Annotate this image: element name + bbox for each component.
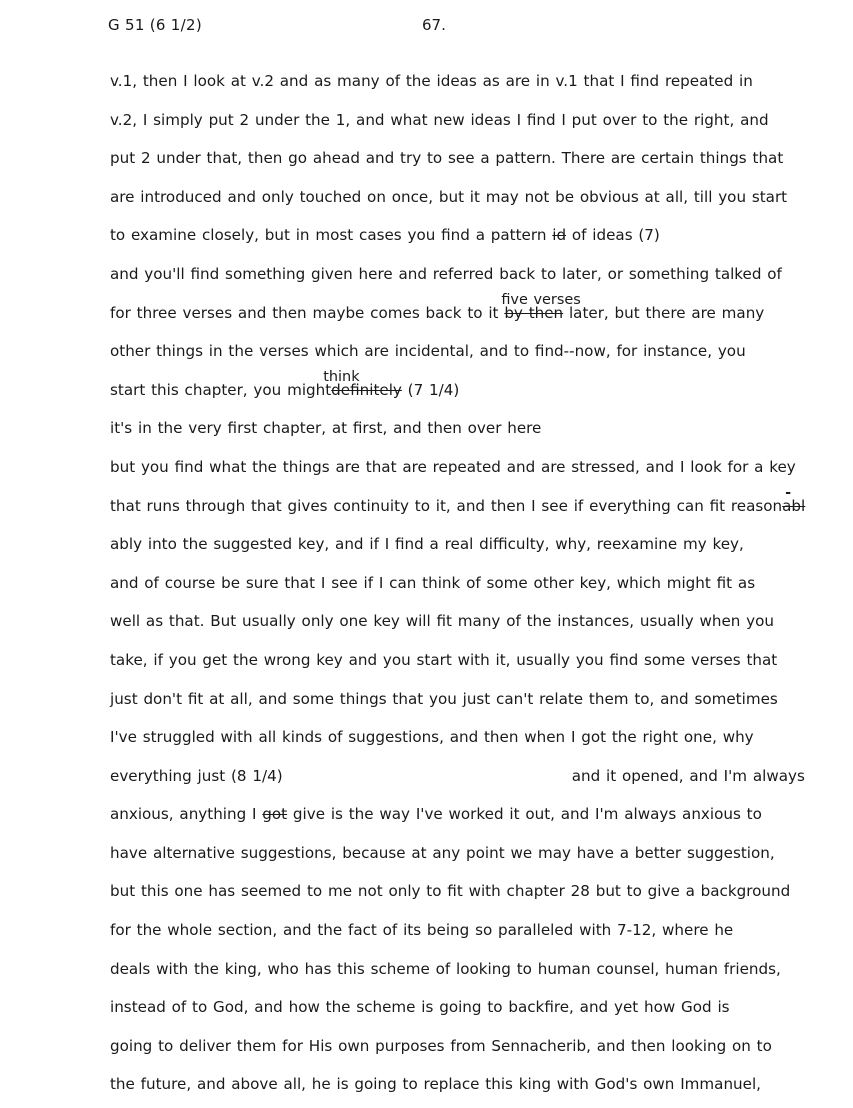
text-line: [110, 220, 848, 259]
text-line: just don't fit at all, and some things that you just can't relate them to, and sometimes: [110, 689, 778, 708]
text-line: deals with the king, who has this scheme of looking to human counsel, human friends,: [110, 959, 781, 978]
text-segment: everything just (8 1/4): [110, 766, 283, 785]
text-line: I've struggled with all kinds of suggestions, and then when I got the right one, why: [110, 728, 754, 747]
text-segment: to examine closely, but in most cases you find a pattern: [110, 226, 553, 245]
text-segment: give is the way I've worked it out, and I'm always anxious to: [287, 805, 762, 824]
text-line: and you'll find something given here and referred back to later, or something talked of: [110, 264, 782, 283]
text-line: but this one has seemed to me not only to fit with chapter 28 but to give a background: [110, 882, 791, 901]
text-segment: anxious, anything I: [110, 805, 263, 824]
text-line: take, if you get the wrong key and you start with it, usually you find some verses that: [110, 650, 778, 669]
correction-anchor: [323, 368, 402, 405]
text-segment: and it opened, and I'm always: [571, 766, 805, 785]
text-line: the future, and above all, he is going to replace this king with God's own Immanuel,: [110, 1075, 761, 1094]
text-segment: of ideas (7): [566, 226, 660, 245]
text-line: are introduced and only touched on once, but it may not be obvious at all, till you start: [110, 187, 788, 206]
page-reference: G 51 (6 1/2): [108, 16, 203, 34]
text-line: for the whole section, and the fact of its being so paralleled with 7-12, where he: [110, 921, 734, 940]
text-line: [110, 484, 848, 530]
struck-text: got: [262, 805, 288, 824]
text-line: v.2, I simply put 2 under the 1, and what new ideas I find I put over to the right, and: [110, 110, 769, 129]
text-line: instead of to God, and how the scheme is going to backfire, and yet how God is: [110, 998, 730, 1017]
correction-anchor: [501, 291, 581, 328]
text-line: v.1, then I look at v.2 and as many of the ideas as are in v.1 that I find repeated in: [110, 72, 753, 90]
inserted-text: think: [323, 368, 360, 385]
transcript-body: [110, 66, 850, 1108]
text-segment: start this chapter, you might: [110, 380, 332, 399]
struck-text: abl: [782, 496, 806, 515]
inserted-text: five verses: [501, 291, 581, 308]
text-line: [110, 761, 848, 800]
text-line: and of course be sure that I see if I can think of some other key, which might fit as: [110, 573, 756, 592]
text-line: ably into the suggested key, and if I find a real difficulty, why, reexamine my key,: [110, 535, 744, 554]
text-segment: that runs through that gives continuity to it, and then I see if everything can fit reason: [110, 496, 783, 515]
text-line: [110, 368, 848, 414]
inserted-mark: -: [785, 484, 792, 501]
text-segment: later, but there are many: [563, 303, 765, 322]
struck-text: id: [552, 226, 567, 245]
text-line: but you find what the things are that are repeated and are stressed, and I look for a key: [110, 457, 796, 476]
text-line: well as that. But usually only one key will fit many of the instances, usually when you: [110, 612, 775, 631]
page-number: 67.: [422, 16, 446, 34]
text-segment: for three verses and then maybe comes back to it: [110, 303, 505, 322]
correction-anchor: [782, 484, 806, 521]
text-line: [110, 799, 848, 838]
text-line: put 2 under that, then go ahead and try to see a pattern. There are certain things that: [110, 149, 784, 168]
struck-text: definitely: [331, 380, 402, 399]
text-line: [110, 291, 848, 337]
text-segment: (7 1/4): [401, 380, 460, 399]
text-line: other things in the verses which are incidental, and to find--now, for instance, you: [110, 342, 746, 361]
text-line: it's in the very first chapter, at first, and then over here: [110, 419, 542, 438]
text-line: have alternative suggestions, because at any point we may have a better suggestion,: [110, 843, 775, 862]
struck-text: by then: [504, 303, 564, 322]
text-line: going to deliver them for His own purposes from Sennacherib, and then looking on to: [110, 1036, 772, 1055]
